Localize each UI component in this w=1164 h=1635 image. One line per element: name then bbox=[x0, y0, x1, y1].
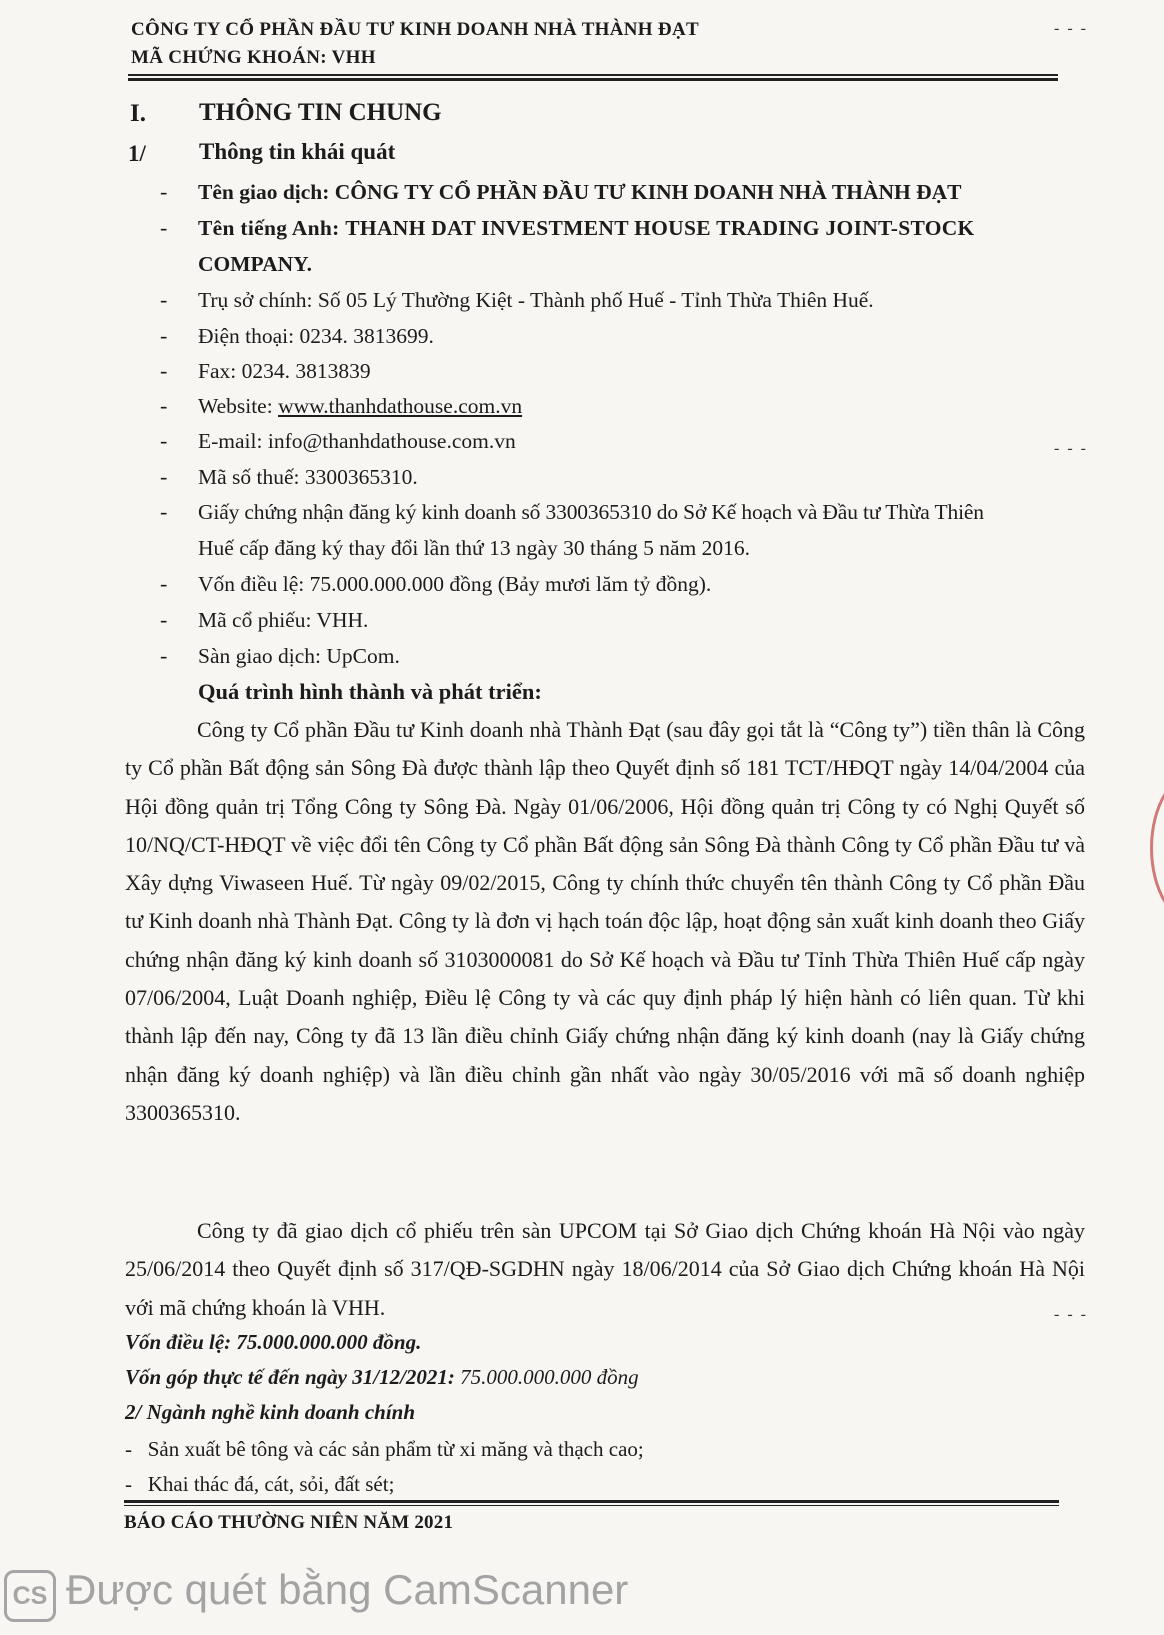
margin-mark: - - - bbox=[1054, 1306, 1088, 1323]
trade-name-value: CÔNG TY CỔ PHẦN ĐẦU TƯ KINH DOANH NHÀ THÀNH ĐẠT bbox=[334, 180, 962, 204]
bullet-dash: - bbox=[160, 428, 168, 453]
bullet-dash: - bbox=[160, 643, 168, 668]
bullet-dash: - bbox=[160, 323, 168, 348]
trade-name-label: Tên giao dịch: bbox=[198, 180, 330, 204]
phone-item: Điện thoại: 0234. 3813699. bbox=[198, 324, 434, 348]
english-name-item bbox=[198, 210, 1086, 246]
bullet-dash: - bbox=[160, 215, 168, 240]
subsection-2-title: 2/ Ngành nghề kinh doanh chính bbox=[125, 1400, 416, 1424]
contributed-capital-value: 75.000.000.000 đồng bbox=[454, 1365, 639, 1389]
business-line-text: Sản xuất bê tông và các sản phẩm từ xi măng và thạch cao; bbox=[147, 1437, 644, 1461]
stock-symbol-item: Mã cổ phiếu: VHH. bbox=[198, 608, 369, 632]
business-line-item: - Khai thác đá, cát, sỏi, đất sét; bbox=[125, 1472, 395, 1496]
charter-capital-line: Vốn điều lệ: 75.000.000.000 đồng. bbox=[125, 1330, 422, 1354]
footer-report-title: BÁO CÁO THƯỜNG NIÊN NĂM 2021 bbox=[124, 1512, 454, 1533]
bullet-dash: - bbox=[160, 287, 168, 312]
bullet-dash: - bbox=[160, 464, 168, 489]
fax-item: Fax: 0234. 3813839 bbox=[198, 359, 371, 383]
website-item bbox=[198, 388, 1086, 424]
subsection-number: 1/ bbox=[128, 141, 146, 166]
footer-rule-thin bbox=[124, 1505, 1059, 1506]
contributed-capital-label: Vốn góp thực tế đến ngày 31/12/2021: bbox=[125, 1365, 455, 1389]
website-label: Website: bbox=[198, 394, 279, 418]
english-name-label: Tên tiếng Anh: bbox=[198, 216, 340, 240]
margin-mark: - - - bbox=[1054, 20, 1088, 37]
english-name-value: THANH DAT INVESTMENT HOUSE TRADING JOINT-STOCK bbox=[345, 216, 975, 240]
bullet-dash: - bbox=[160, 179, 168, 204]
headquarters-item: Trụ sở chính: Số 05 Lý Thường Kiệt - Thành phố Huế - Tỉnh Thừa Thiên Huế. bbox=[198, 288, 874, 312]
camscanner-logo-icon: CS bbox=[4, 1570, 56, 1622]
company-name: CÔNG TY CỔ PHẦN ĐẦU TƯ KINH DOANH NHÀ THÀNH ĐẠT bbox=[131, 19, 699, 40]
website-link[interactable]: www.thanhdathouse.com.vn bbox=[278, 394, 523, 418]
footer-rule-thick bbox=[124, 1500, 1059, 1503]
tax-code-item: Mã số thuế: 3300365310. bbox=[198, 465, 418, 489]
contributed-capital-line bbox=[125, 1365, 639, 1390]
margin-mark: - - - bbox=[1054, 440, 1088, 457]
bullet-dash: - bbox=[160, 393, 168, 418]
license-item-cont: Huế cấp đăng ký thay đổi lần thứ 13 ngày 30 tháng 5 năm 2016. bbox=[198, 536, 751, 560]
header-rule-thin bbox=[128, 74, 1058, 76]
english-name-value-cont: COMPANY. bbox=[198, 252, 313, 276]
license-item: Giấy chứng nhận đăng ký kinh doanh số 3300365310 do Sở Kế hoạch và Đầu tư Thừa Thiên bbox=[198, 500, 984, 524]
business-line-item: - Sản xuất bê tông và các sản phẩm từ xi măng và thạch cao; bbox=[125, 1437, 644, 1461]
stock-code: MÃ CHỨNG KHOÁN: VHH bbox=[131, 47, 376, 68]
charter-capital-item: Vốn điều lệ: 75.000.000.000 đồng (Bảy mươi lăm tỷ đồng). bbox=[198, 572, 712, 596]
section-number: I. bbox=[130, 100, 146, 127]
bullet-dash: - bbox=[160, 358, 168, 383]
bullet-dash: - bbox=[160, 499, 168, 524]
history-paragraph-2: Công ty đã giao dịch cổ phiếu trên sàn UPCOM tại Sở Giao dịch Chứng khoán Hà Nội vào ngày 25/06/2014 theo Quyết định số 317/QĐ-SGDHN ngày 18/06/2014 của Sở Giao dịch Chứng khoán Hà Nội với mã chứng khoán là VHH. bbox=[125, 1218, 1085, 1320]
document-header bbox=[131, 16, 699, 72]
history-paragraph-1: Công ty Cổ phần Đầu tư Kinh doanh nhà Thành Đạt (sau đây gọi tắt là “Công ty”) tiền thân là Công ty Cổ phần Bất động sản Sông Đà được thành lập theo Quyết định số 181 TCT/HĐQT ngày 14/04/2004 của Hội đồng quản trị Tổng Công ty Sông Đà. Ngày 01/06/2006, Hội đồng quản trị Công ty có Nghị Quyết số 10/NQ/CT-HĐQT về việc đổi tên Công ty Cổ phần Bất động sản Sông Đà thành Công ty Cổ phần Đầu tư và Xây dựng Viwaseen Huế. Từ ngày 09/02/2015, Công ty chính thức chuyển tên thành Công ty Cổ phần Đầu tư Kinh doanh nhà Thành Đạt. Công ty là đơn vị hạch toán độc lập, hoạt động sản xuất kinh doanh theo Giấy chứng nhận đăng ký kinh doanh số 3103000081 do Sở Kế hoạch và Đầu tư Tỉnh Thừa Thiên Huế cấp ngày 07/06/2004, Luật Doanh nghiệp, Điều lệ Công ty và các quy định pháp lý hiện hành có liên quan. Từ khi thành lập đến nay, Công ty đã 13 lần điều chỉnh Giấy chứng nhận đăng ký kinh doanh (nay là Giấy chứng nhận đăng ký doanh nghiệp) và lần điều chỉnh gần nhất vào ngày 30/05/2016 với mã số doanh nghiệp 3300365310. bbox=[125, 717, 1085, 1125]
header-rule-thick bbox=[128, 78, 1058, 81]
camscanner-watermark: Được quét bằng CamScanner bbox=[66, 1566, 629, 1613]
red-stamp-icon bbox=[1150, 770, 1164, 926]
email-item: E-mail: info@thanhdathouse.com.vn bbox=[198, 429, 516, 453]
trade-name-item bbox=[198, 174, 1086, 210]
bullet-dash: - bbox=[160, 607, 168, 632]
history-title: Quá trình hình thành và phát triển: bbox=[198, 679, 542, 704]
subsection-title: Thông tin khái quát bbox=[199, 139, 396, 164]
exchange-item: Sàn giao dịch: UpCom. bbox=[198, 644, 400, 668]
english-name-item-cont bbox=[198, 246, 1086, 282]
section-title: THÔNG TIN CHUNG bbox=[199, 99, 442, 126]
bullet-dash: - bbox=[160, 571, 168, 596]
business-line-text: Khai thác đá, cát, sỏi, đất sét; bbox=[147, 1472, 395, 1496]
